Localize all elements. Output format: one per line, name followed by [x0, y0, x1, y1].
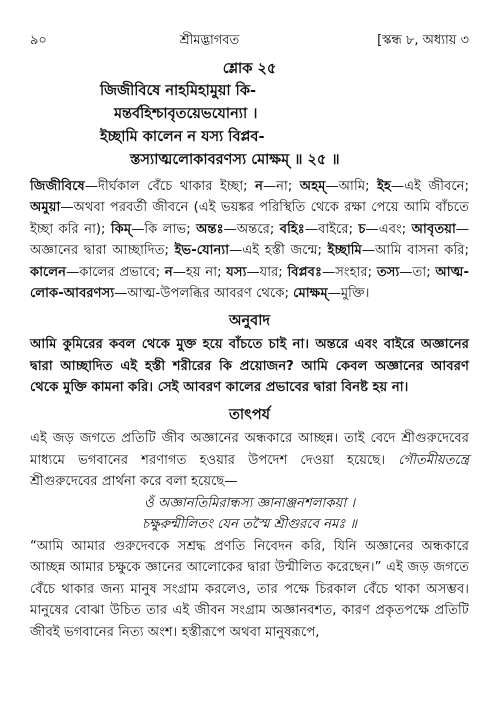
synonym-meaning: —সংহার; [322, 264, 377, 280]
verse-text [30, 80, 469, 172]
synonym-meaning: —কি লাভ; [131, 221, 197, 237]
synonym-entry [280, 222, 359, 237]
synonym-entry [196, 222, 280, 237]
synonym-entry [293, 286, 369, 301]
synonym-meaning: —আত্ম-উপলব্ধির আবরণ থেকে; [114, 286, 294, 301]
synonym-word: বিপ্লবঃ [287, 264, 323, 280]
synonyms-paragraph [30, 176, 469, 305]
synonym-entry [288, 265, 377, 280]
synonym-meaning: —যার; [246, 264, 288, 280]
synonym-word: কালেন [30, 264, 67, 280]
synonym-meaning: —দীর্ঘকাল বেঁচে থাকার ইচ্ছা; [84, 178, 256, 194]
synonym-word: জিজীবিষে [30, 178, 85, 194]
verse-line: ইচ্ছামি কালেন ন যস্য বিপ্লব- [100, 128, 265, 145]
synonym-entry [30, 179, 255, 194]
section-reference: [স্কন্ধ ৮, অধ্যায় ৩ [377, 33, 469, 48]
synonym-word: তস্য [376, 264, 400, 280]
synonym-word: ন [164, 264, 173, 280]
synonym-entry [165, 265, 226, 280]
synonym-entry [328, 243, 469, 258]
translation-text: আমি কুমিরের কবল থেকে মুক্ত হয়ে বাঁচতে চাই না। অন্তরে এবং বাইরে অজ্ঞানের দ্বারা আচ্ছাদিত এই হস্তী শরীরের কি প্রয়োজন? আমি কেবল অজ্ঞানের আবরণ থেকে মুক্তি কামনা করি। সেই আবরণ কালের প্রভাবের দ্বারা বিনষ্ট হয় না। [30, 337, 469, 395]
synonym-word: ন [255, 178, 263, 194]
synonym-word: মোক্ষম্ [293, 286, 328, 301]
synonym-entry [175, 243, 328, 258]
synonym-meaning: —এই জীবনে; [390, 178, 469, 194]
purport-paragraph [30, 428, 469, 493]
synonym-word: যস্য [226, 264, 247, 280]
book-title: শ্রীমদ্ভাগবত [179, 33, 240, 48]
purport-continuation [30, 536, 469, 644]
page-header [30, 30, 469, 52]
synonym-meaning: —আমি; [325, 178, 378, 194]
synonym-meaning: —এবং; [365, 221, 412, 237]
synonym-entry [226, 265, 287, 280]
synonym-meaning: —আমি বাসনা করি; [361, 243, 469, 258]
verse-line: জিজীবিষে নাহমিহামুয়া কি- [100, 82, 256, 99]
mantra-line: চক্ষুরুন্মীলিতং যেন তস্মৈ শ্রীগুরবে নমঃ ॥ [141, 517, 357, 532]
synonym-entry [255, 179, 300, 194]
synonym-word: কিম্ [110, 221, 132, 237]
synonym-word: অন্তঃ [196, 221, 224, 237]
synonym-word: অহম্ [299, 178, 326, 194]
synonym-word: বহিঃ [279, 221, 305, 237]
purport-lead-in: শ্রীগুরুদেবের প্রার্থনা করে বলা হয়েছে— [30, 474, 238, 489]
mantra-translation: “আমি আমার গুরুদেবকে সশ্রদ্ধ প্রণতি নিবেদন করি, যিনি অজ্ঞানের অন্ধকারে আচ্ছন্ন আমার চক্ষুকে জ্ঞানের আলোকের দ্বারা উন্মীলিত করেছেন।” [30, 538, 469, 575]
synonym-meaning: —মুক্তি। [327, 286, 370, 301]
synonym-meaning: —তা; [399, 264, 436, 280]
purport-intro: এই জড় জগতে প্রতিটি জীব অজ্ঞানের অন্ধকারে আচ্ছন্ন। তাই বেদে শ্রীগুরুদেবের মাধ্যমে ভগবানের শরণাগত হওয়ার উপদেশ দেওয়া হয়েছে। [30, 431, 469, 468]
synonym-meaning: —বাইরে; [304, 221, 359, 237]
purport-body: এই জড় জগতে বেঁচে থাকার জন্য মানুষ সংগ্রাম করলেও, তার পক্ষে চিরকাল বেঁচে থাকা অসম্ভব। মানুষের বোঝা উচিত তার এই জীবন সংগ্রাম অজ্ঞানবশত, কারণ প্রকৃতপক্ষে প্রতিটি জীবই ভগবানের নিত্য অংশ। হস্তীরূপে অথবা মানুষরূপে, [30, 560, 469, 640]
synonym-word: অমুয়া [30, 200, 61, 215]
synonym-entry [300, 179, 377, 194]
scripture-source: গৌতমীয়তন্ত্রে [398, 452, 469, 468]
synonym-word: আত্ম-লোক-আবরণস্য [30, 264, 469, 301]
synonym-meaning: —অজ্ঞানের দ্বারা আচ্ছাদিত; [30, 221, 470, 258]
purport-heading: তাৎপর্য [228, 406, 271, 423]
synonym-entry [377, 179, 469, 194]
synonym-word: আবৃতয়া [411, 221, 456, 237]
synonym-meaning: —অন্তরে; [223, 221, 280, 237]
verse-number: শ্লোক ২৫ [222, 60, 277, 77]
page-number: ৯০ [30, 33, 47, 48]
synonym-word: ইচ্ছামি [327, 243, 362, 258]
synonym-word: ইভ-যোন্যা [174, 243, 230, 258]
translation-heading: অনুবাদ [228, 312, 271, 329]
synonym-meaning: —হয় না; [172, 264, 227, 280]
mantra-line: ওঁ অজ্ঞানতিমিরান্ধস্য জ্ঞানাঞ্জনশলাকয়া । [143, 495, 356, 511]
synonym-entry [111, 222, 196, 237]
synonym-word: চ [358, 221, 366, 237]
mantra [30, 493, 469, 536]
verse-line: মন্তর্বহিশ্চাবৃতয়েভযোন্যা । [114, 105, 258, 122]
synonym-entry [377, 265, 436, 280]
synonym-word: ইহ [377, 178, 391, 194]
verse-line: স্তস্যাত্মলোকাবরণস্য মোক্ষম্ ॥ ২৫ ॥ [130, 151, 340, 168]
synonym-meaning: —না; [262, 178, 300, 194]
synonym-meaning: —অথবা পরবর্তী জীবনে (এই ভয়ঙ্কর পরিস্থিতি থেকে রক্ষা পেয়ে আমি বাঁচতে ইচ্ছা করি না); [30, 200, 469, 237]
synonym-entry [358, 222, 411, 237]
synonym-meaning: —কালের প্রভাবে; [66, 264, 165, 280]
synonym-entry [30, 265, 165, 280]
synonym-meaning: —এই হস্তী জন্মে; [229, 243, 328, 258]
